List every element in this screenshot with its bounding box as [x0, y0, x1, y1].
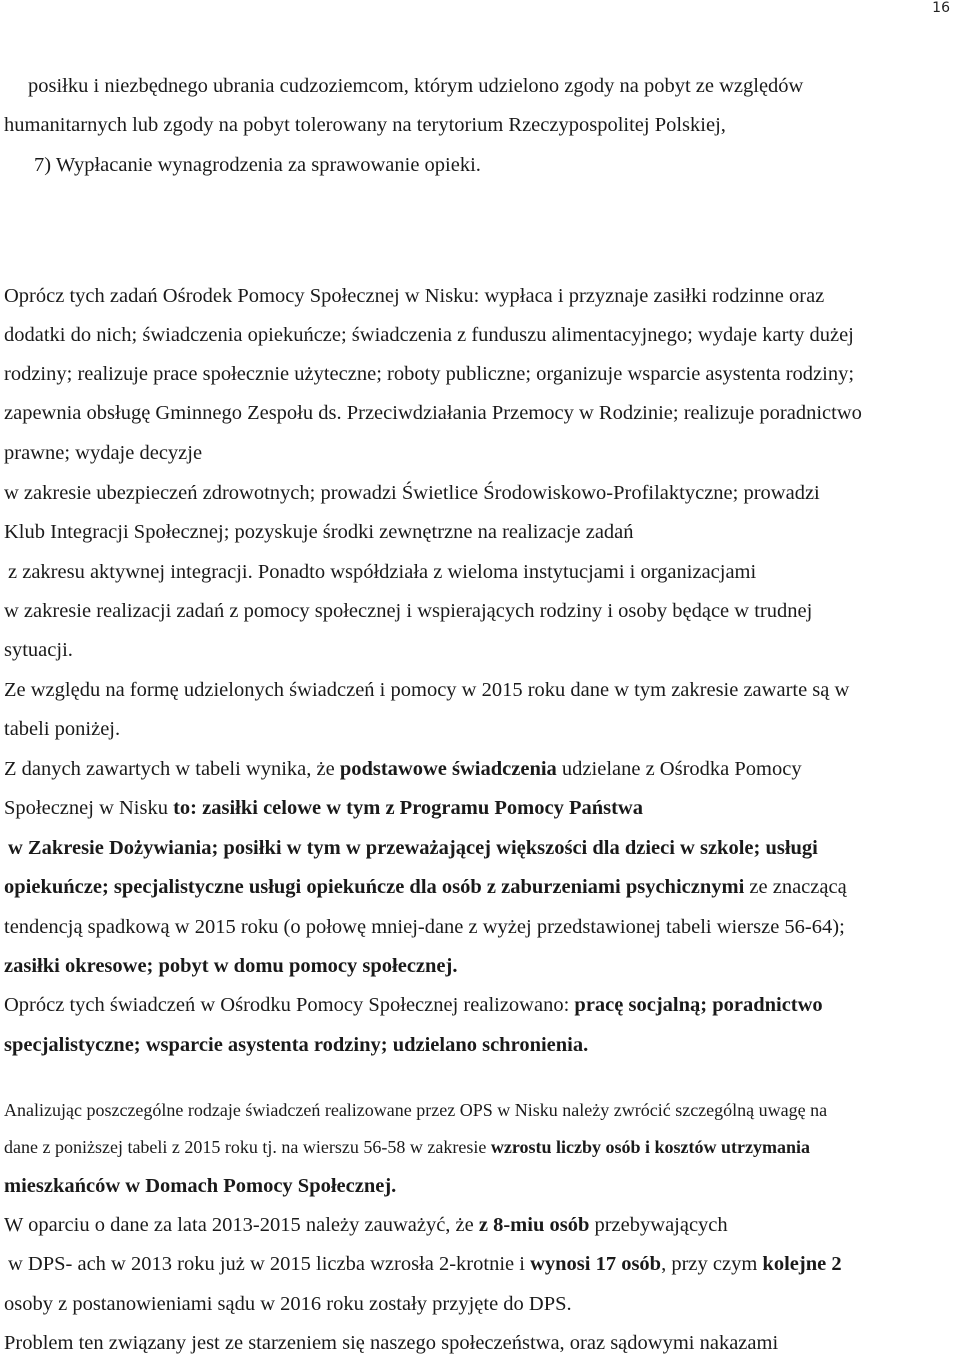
text-line [4, 440, 202, 466]
bold-text-segment: specjalistyczne; wsparcie asystenta rodziny; udzielano schronienia. [4, 1034, 589, 1056]
text-line [4, 283, 824, 309]
text-segment: dodatki do nich; świadczenia opiekuńcze; świadczenia z funduszu alimentacyjnego; wydaje karty dużej [4, 324, 854, 346]
text-line [28, 73, 803, 99]
text-line [4, 677, 849, 703]
text-line [8, 1251, 842, 1277]
text-segment: Ze względu na formę udzielonych świadczeń i pomocy w 2015 roku dane w tym zakresie zawarte są w [4, 679, 850, 701]
bold-text-segment: zasiłki okresowe; pobyt w domu pomocy społecznej. [4, 955, 458, 977]
text-line [34, 152, 481, 178]
text-line [4, 480, 820, 506]
text-line [4, 598, 812, 624]
text-segment: Analizując poszczególne rodzaje świadczeń realizowane przez OPS w Nisku należy zwrócić szczególną uwagę na [4, 1100, 828, 1120]
text-segment: Oprócz tych świadczeń w Ośrodku Pomocy Społecznej realizowano: [4, 994, 575, 1016]
text-segment: w zakresie realizacji zadań z pomocy społecznej i wspierających rodziny i osoby będące w trudnej [4, 600, 813, 622]
text-segment: zapewnia obsługę Gminnego Zespołu ds. Przeciwdziałania Przemocy w Rodzinie; realizuje poradnictwo [4, 402, 862, 424]
text-line [4, 322, 854, 348]
bold-text-segment: wzrostu liczby osób i kosztów utrzymania [490, 1137, 810, 1157]
text-segment: Klub Integracji Społecznej; pozyskuje środki zewnętrzne na realizacje zadań [4, 521, 634, 543]
text-segment: z zakresu aktywnej integracji. Ponadto współdziała z wieloma instytucjami i organizacjami [8, 561, 757, 583]
text-line [4, 1134, 810, 1160]
text-segment: Z danych zawartych w tabeli wynika, że [4, 758, 340, 780]
text-line [4, 756, 802, 782]
bold-text-segment: pracę socjalną; poradnictwo [574, 994, 823, 1016]
text-line [4, 953, 457, 979]
page-number: 16 [932, 0, 950, 16]
text-segment: tendencją spadkową w 2015 roku (o połowę mniej-dane z wyżej przedstawionej tabeli wiersze 56-64); [4, 916, 845, 938]
bold-text-segment: wynosi 17 osób [530, 1253, 662, 1275]
text-line [4, 716, 120, 742]
text-line [4, 519, 634, 545]
text-segment: posiłku i niezbędnego ubrania cudzoziemcom, którym udzielono zgody na pobyt ze względów [28, 75, 804, 97]
text-segment: Oprócz tych zadań Ośrodek Pomocy Społecznej w Nisku: wypłaca i przyznaje zasiłki rodzinne oraz [4, 285, 825, 307]
text-segment: Problem ten związany jest ze starzeniem się naszego społeczeństwa, oraz sądowymi nakazami [4, 1332, 779, 1354]
text-segment: w DPS- ach w 2013 roku już w 2015 liczba wzrosła 2-krotnie i [8, 1253, 531, 1275]
text-segment: osoby z postanowieniami sądu w 2016 roku zostały przyjęte do DPS. [4, 1293, 572, 1315]
text-segment: ze znaczącą [744, 876, 847, 898]
text-line [4, 874, 847, 900]
bold-text-segment: kolejne 2 [762, 1253, 842, 1275]
bold-text-segment: opiekuńcze; specjalistyczne usługi opiekuńcze dla osób z zaburzeniami psychicznymi [4, 876, 745, 898]
bold-text-segment: podstawowe świadczenia [339, 758, 557, 780]
text-segment: w zakresie ubezpieczeń zdrowotnych; prowadzi Świetlice Środowiskowo-Profilaktyczne; prowadzi [4, 482, 820, 504]
text-line [4, 361, 854, 387]
text-segment: udzielane z Ośrodka Pomocy [556, 758, 802, 780]
bold-text-segment: mieszkańców w Domach Pomocy Społecznej. [4, 1175, 397, 1197]
text-segment: humanitarnych lub zgody na pobyt tolerowany na terytorium Rzeczypospolitej Polskiej, [4, 114, 726, 136]
text-line [4, 637, 73, 663]
text-segment: W oparciu o dane za lata 2013-2015 należy zauważyć, że [4, 1214, 479, 1236]
text-line [8, 835, 818, 861]
text-line [4, 795, 643, 821]
bold-text-segment: z 8-miu osób [478, 1214, 590, 1236]
text-segment: tabeli poniżej. [4, 718, 121, 740]
text-line [4, 914, 845, 940]
text-segment: sytuacji. [4, 639, 73, 661]
text-segment: , przy czym [661, 1253, 763, 1275]
text-line [4, 1032, 588, 1058]
text-line [4, 1330, 778, 1356]
text-segment: rodziny; realizuje prace społecznie użyteczne; roboty publiczne; organizuje wsparcie asystenta rodziny; [4, 363, 855, 385]
text-line [4, 1173, 396, 1199]
text-segment: dane z poniższej tabeli z 2015 roku tj. na wierszu 56-58 w zakresie [4, 1137, 491, 1157]
bold-text-segment: w Zakresie Dożywiania; posiłki w tym w przeważającej większości dla dzieci w szkole; usługi [8, 837, 818, 859]
text-line [4, 1212, 728, 1238]
text-segment: 7) Wypłacanie wynagrodzenia za sprawowanie opieki. [34, 154, 481, 176]
text-segment: Społecznej w Nisku [4, 797, 174, 819]
bold-text-segment: to: zasiłki celowe w tym z Programu Pomocy Państwa [173, 797, 643, 819]
text-line [4, 400, 862, 426]
text-segment: prawne; wydaje decyzje [4, 442, 203, 464]
text-line [4, 1097, 827, 1123]
text-line [4, 1291, 572, 1317]
text-line [8, 559, 756, 585]
text-line [4, 992, 823, 1018]
text-segment: przebywających [589, 1214, 728, 1236]
text-line [4, 112, 726, 138]
